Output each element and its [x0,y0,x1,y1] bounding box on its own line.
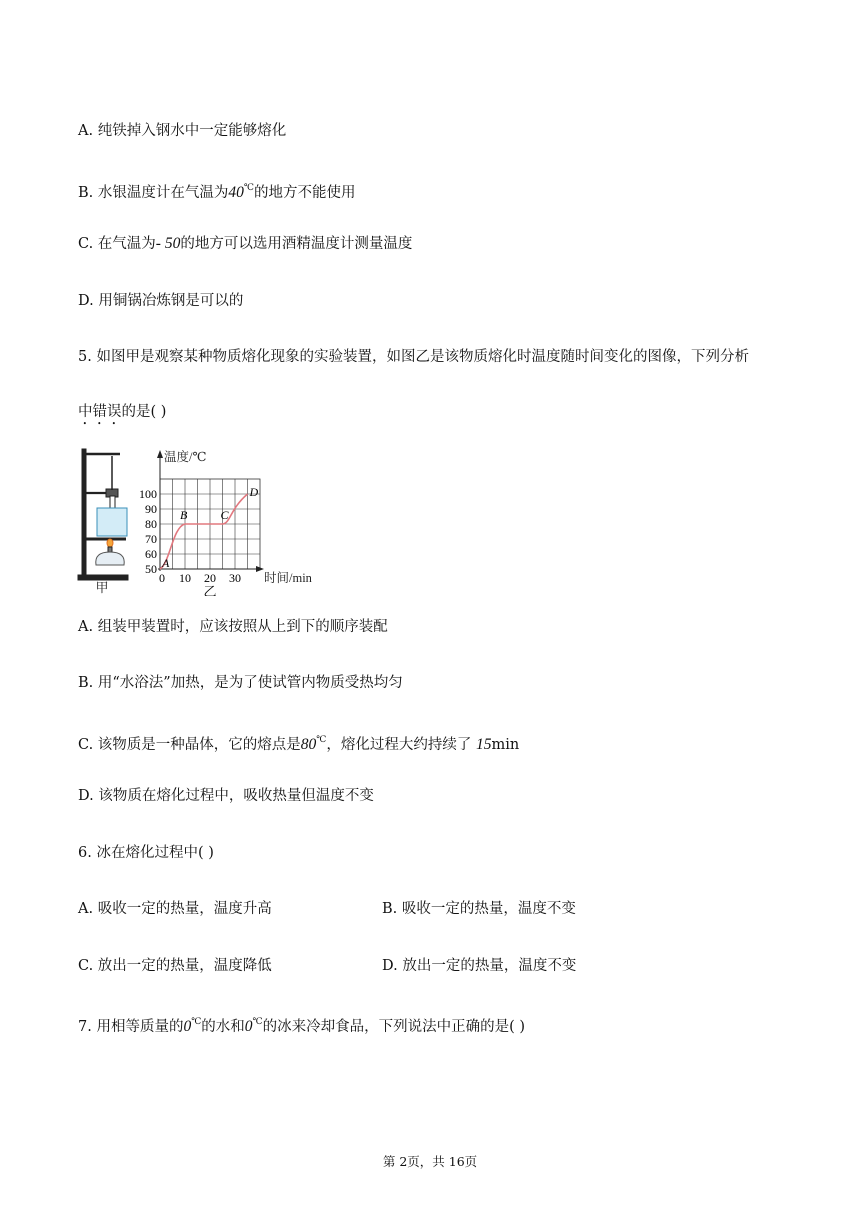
point-label-a: A [162,556,170,570]
q4-option-c-value: - 50 [155,235,181,252]
q5-stem: 5. 如图甲是观察某种物质熔化现象的实验装置，如图乙是该物质熔化时温度随时间变化的图像，下列分析 [78,349,749,365]
q4-option-b-text-end: 的地方不能使用 [253,185,356,201]
alcohol-lamp-icon [96,552,124,565]
y-axis-label: 温度/℃ [164,450,207,464]
x-axis-label: 时间/min [264,571,312,585]
q7-value-2: 0 [244,1018,253,1035]
q5-option-c-value2: 15 [475,736,492,753]
figure-svg [74,444,334,596]
q6-option-c: C. 放出一定的热量，温度降低 [78,958,272,974]
q5-option-c-text: C. 该物质是一种晶体，它的熔点是 [78,737,301,753]
q5-option-c-unit: ℃ [316,735,327,745]
point-label-c: C [220,508,229,522]
q4-option-c [78,234,412,254]
q5-option-c [78,730,519,755]
q5-option-c-mid: ，熔化过程大约持续了 [326,737,476,753]
y-tick-label: 90 [145,502,157,516]
wick-icon [108,547,112,552]
x-tick-label: 20 [204,571,216,585]
q4-option-a: A. 纯铁掉入钢水中一定能够熔化 [78,123,287,139]
point-label-d: D [249,485,259,499]
q4-option-c-text-end: 的地方可以选用酒精温度计测量温度 [180,236,413,252]
q5-option-a: A. 组装甲装置时，应该按照从上到下的顺序装配 [78,619,388,635]
q7-text-mid: 的水和 [201,1019,245,1035]
q4-option-b-unit: ℃ [243,183,254,193]
x-tick-label: 10 [179,571,191,585]
q5-stem-line2 [78,402,166,428]
q5-option-b: B. 用“水浴法”加热，是为了使试管内物质受热均匀 [78,675,403,691]
y-tick-label: 100 [139,487,157,501]
q6-option-a: A. 吸收一定的热量，温度升高 [78,901,272,917]
y-tick-label: 50 [145,562,157,576]
beaker-icon [97,508,127,536]
x-tick-label: 0 [159,571,165,585]
q7-unit-2: ℃ [252,1017,263,1027]
apparatus-label: 甲 [95,580,109,595]
graph [139,449,313,596]
q5-emphasis-text: 中错误 [78,404,122,420]
x-tick-label: 30 [229,571,241,585]
q7-text: 7. 用相等质量的 [78,1019,184,1035]
q4-option-b-value: 40 [228,184,244,201]
q5-option-c-unit2: min [491,737,520,753]
y-axis-arrow-icon [157,450,163,458]
q5-option-d: D. 该物质在熔化过程中，吸收热量但温度不变 [78,788,374,804]
page-footer: 第 2页，共 16页 [382,1154,478,1169]
q4-option-c-text: C. 在气温为 [78,236,156,252]
q4-option-d: D. 用铜锅冶炼钢是可以的 [78,293,244,309]
flame-icon [107,539,113,547]
y-tick-label: 70 [145,532,157,546]
graph-label: 乙 [203,584,217,596]
y-tick-label: 80 [145,517,157,531]
q7-text-end: 的冰来冷却食品，下列说法中正确的是( ) [262,1019,526,1035]
q6-stem: 6. 冰在熔化过程中( ) [78,845,214,861]
point-label-b: B [180,508,188,522]
q4-option-b-text: B. 水银温度计在气温为 [78,185,229,201]
q7-unit-1: ℃ [191,1017,202,1027]
temperature-curve [160,494,248,569]
apparatus-drawing [78,449,128,580]
q5-option-c-value: 80 [300,736,317,753]
y-tick-label: 60 [145,547,157,561]
stand-rod [82,449,86,577]
q5-stem-end: 的是( ) [121,404,167,420]
q7-stem [78,1012,525,1037]
q4-option-b [78,178,355,203]
q6-option-d: D. 放出一定的热量，温度不变 [382,958,577,974]
q7-value-1: 0 [183,1018,192,1035]
q6-option-b: B. 吸收一定的热量，温度不变 [382,901,576,917]
q5-figure [74,444,334,596]
